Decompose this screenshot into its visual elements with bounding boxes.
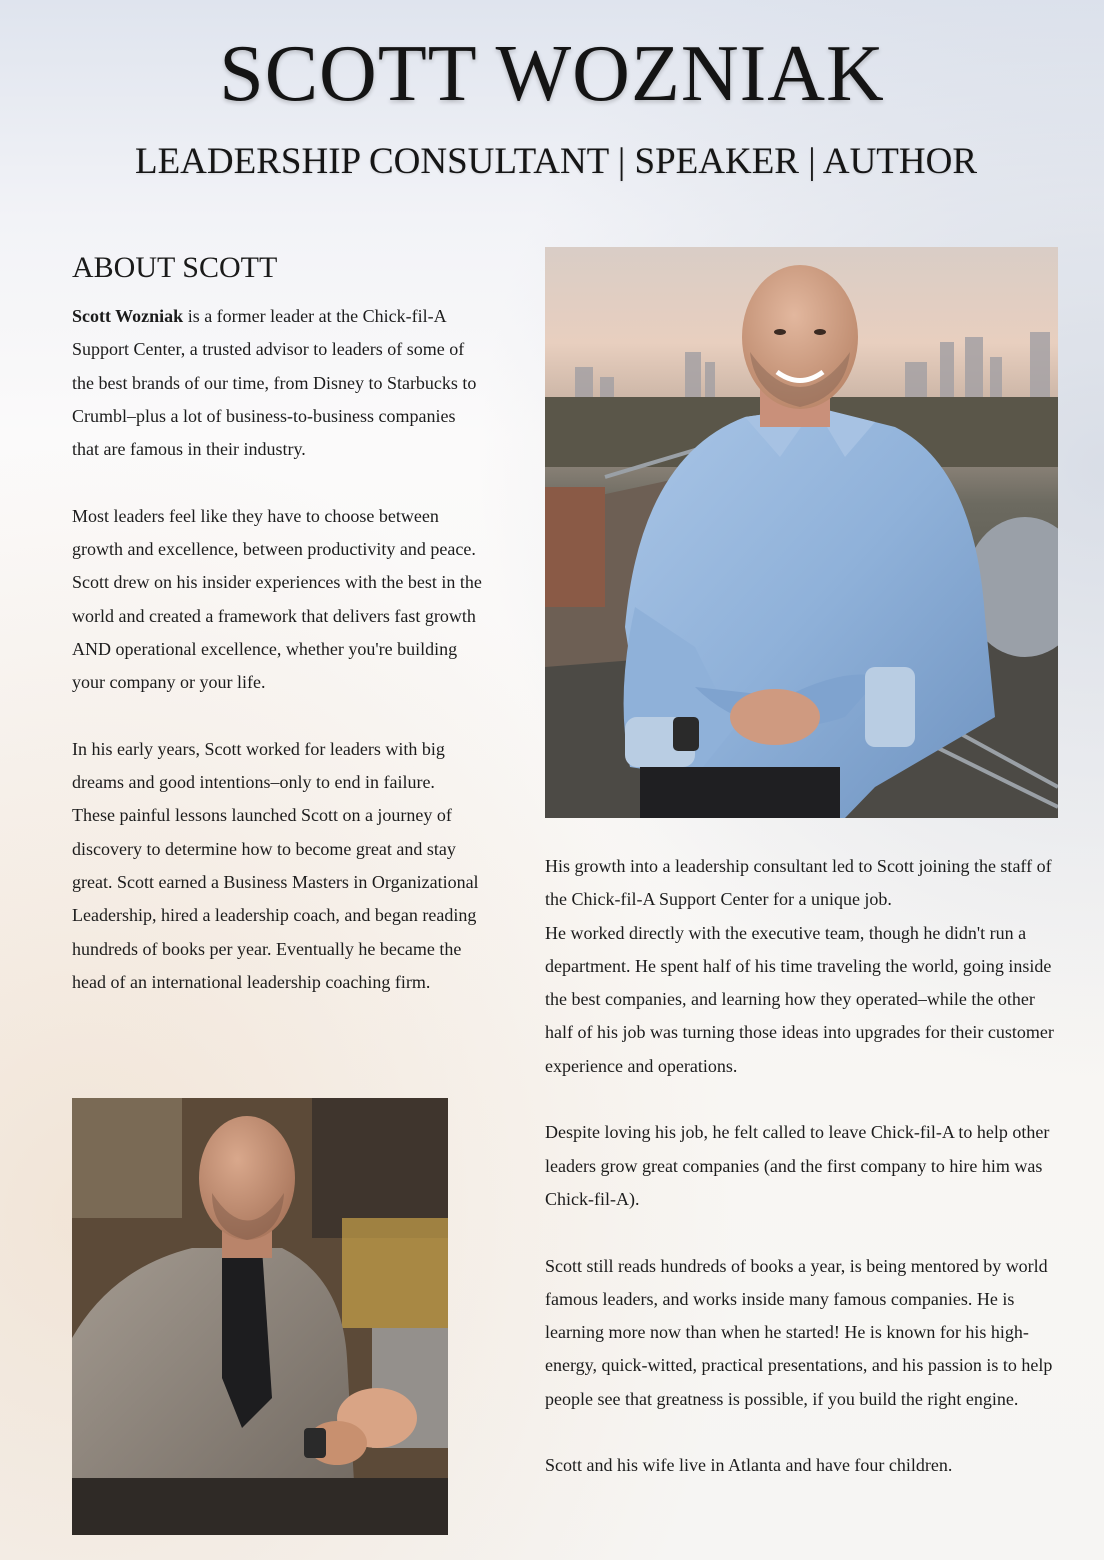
right-paragraph-1b: He worked directly with the executive team, though he didn't run a department. He spent half of his time traveling the world, going inside the best companies, and learning how they operated–while the other half of his job was turning those ideas into upgrades for their customer experience and operations. bbox=[545, 922, 1054, 1076]
right-paragraph-3: Scott still reads hundreds of books a year, is being mentored by world famous leaders, and works inside many famous companies. He is learning more now than when he started! He is known for his high-energy, quick-witted, practical presentations, and his passion is to help people see that greatness is possible, if you build the right engine. bbox=[545, 1255, 1053, 1409]
intro-text: is a former leader at the Chick-fil-A Support Center, a trusted advisor to leaders of some of the best brands of our time, from Disney to Starbucks to Crumbl–plus a lot of business-to-business companies that are famous in their industry. bbox=[72, 306, 477, 460]
right-paragraph-4: Scott and his wife live in Atlanta and have four children. bbox=[545, 1455, 953, 1476]
rooftop-photo-illustration bbox=[545, 247, 1058, 818]
about-column-left bbox=[72, 300, 482, 1033]
about-paragraph-3: In his early years, Scott worked for leaders with big dreams and good intentions–only to end in failure. These painful lessons launched Scott on a journey of discovery to determine how to become great and stay great. Scott earned a Business Masters in Organizational Leadership, hired a leadership coach, and began reading hundreds of books per year. Eventually he became the head of an international leadership coaching firm. bbox=[72, 738, 479, 992]
portrait-photo-speaking bbox=[72, 1098, 448, 1535]
intro-bold-name: Scott Wozniak bbox=[72, 306, 184, 326]
right-paragraph-2: Despite loving his job, he felt called to leave Chick-fil-A to help other leaders grow great companies (and the first company to hire him was Chick-fil-A). bbox=[545, 1122, 1050, 1209]
tagline: LEADERSHIP CONSULTANT | SPEAKER | AUTHOR bbox=[134, 141, 978, 182]
about-heading: ABOUT SCOTT bbox=[72, 251, 278, 284]
portrait-photo-rooftop bbox=[545, 247, 1058, 818]
right-paragraph-1 bbox=[545, 850, 1060, 1083]
about-column-right bbox=[545, 850, 1060, 1516]
header bbox=[0, 26, 1104, 184]
page-title: SCOTT WOZNIAK bbox=[219, 30, 885, 118]
speaking-photo-illustration bbox=[72, 1098, 448, 1535]
right-paragraph-1a: His growth into a leadership consultant led to Scott joining the staff of the Chick-fil-A Support Center for a unique job. bbox=[545, 856, 1052, 910]
about-intro-paragraph bbox=[72, 300, 482, 466]
about-paragraph-2: Most leaders feel like they have to choose between growth and excellence, between productivity and peace. Scott drew on his insider experiences with the best in the world and created a framework that delivers fast growth AND operational excellence, whether you're building your company or your life. bbox=[72, 505, 482, 693]
